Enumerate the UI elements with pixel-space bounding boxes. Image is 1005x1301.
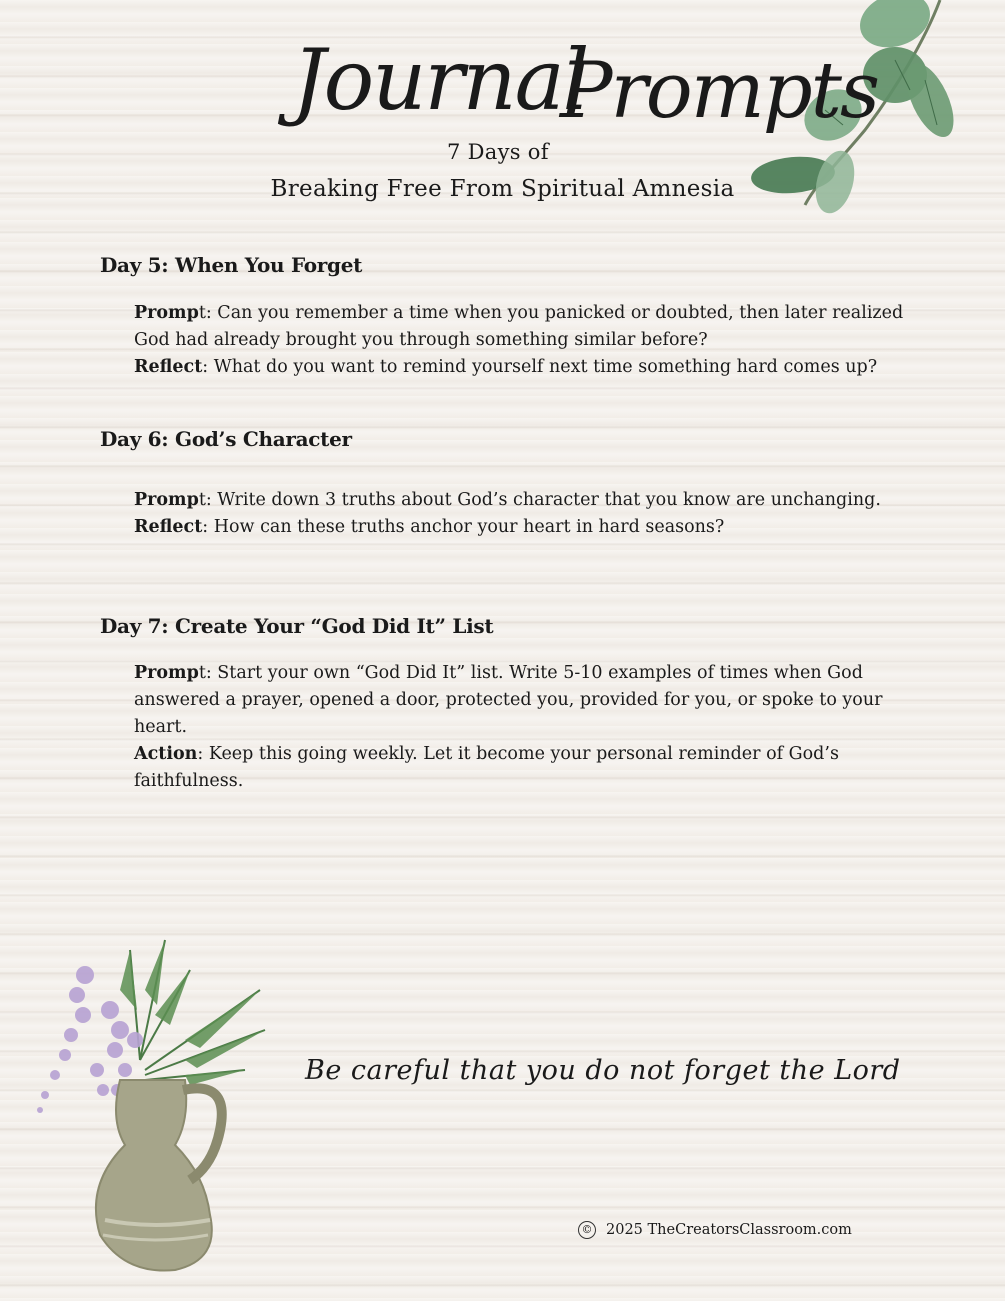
prompt-text: t: Can you remember a time when you panicked or doubted, then later realized God had already brought you through something similar before?	[134, 303, 904, 350]
flower-vase-icon	[25, 930, 275, 1280]
day-6-body	[134, 487, 904, 541]
prompt-text: t: Start your own “God Did It” list. Write 5-10 examples of times when God answered a prayer, opened a door, protected you, provided for you, or spoke to your heart.	[134, 663, 883, 737]
title-journal: Journal	[292, 31, 588, 129]
day-5-reflect	[134, 354, 904, 381]
day-6-prompt	[134, 487, 904, 514]
reflect-text: : How can these truths anchor your heart in hard seasons?	[202, 517, 725, 537]
reflect-text: : What do you want to remind yourself next time something hard comes up?	[202, 357, 878, 377]
subtitle-days: 7 Days of	[447, 140, 549, 164]
subtitle-main	[0, 176, 1005, 202]
day-5-heading: Day 5: When You Forget	[100, 253, 363, 277]
prompt-label: Promp	[134, 303, 199, 323]
prompt-label: Promp	[134, 490, 199, 510]
day-6-reflect	[134, 514, 904, 541]
prompt-label: Promp	[134, 663, 199, 683]
footer-text: 2025 TheCreatorsClassroom.com	[606, 1222, 852, 1238]
reflect-label: Reflect	[134, 357, 203, 377]
day-7-action	[134, 741, 904, 795]
day-5-prompt	[134, 300, 904, 354]
action-label: Action	[134, 744, 198, 764]
reflect-label: Reflect	[134, 517, 203, 537]
day-7-body	[134, 660, 904, 795]
copyright-icon: ©	[578, 1221, 596, 1239]
action-text: : Keep this going weekly. Let it become your personal reminder of God’s faithfulness.	[134, 744, 839, 791]
prompt-text: t: Write down 3 truths about God’s character that you know are unchanging.	[198, 490, 881, 510]
footer	[578, 1221, 852, 1239]
day-5-body	[134, 300, 904, 381]
quote-text: Be careful that you do not forget the Lord	[305, 1055, 901, 1086]
day-6-heading: Day 6: God’s Character	[100, 427, 352, 451]
subtitle-main-text: Breaking Free From Spiritual Amnesia	[270, 176, 735, 202]
title-prompts: Prompts	[560, 46, 878, 136]
day-7-heading: Day 7: Create Your “God Did It” List	[100, 614, 494, 638]
day-7-prompt	[134, 660, 904, 741]
